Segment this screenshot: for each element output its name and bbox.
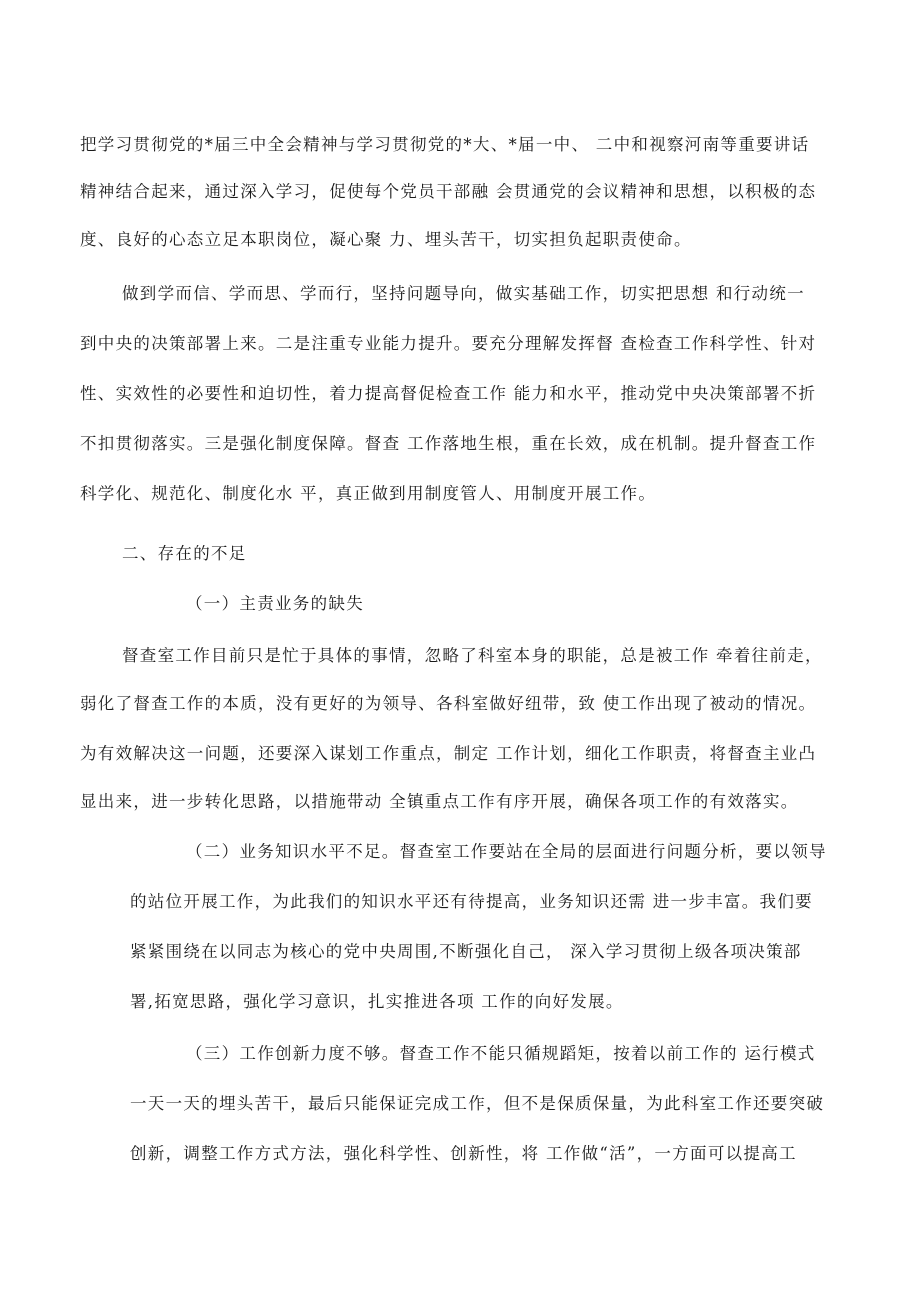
section-heading: 二、存在的不足 — [122, 544, 247, 563]
paragraph-4-line-2: 的站位开展工作，为此我们的知识水平还有待提高，业务知识还需 进一步丰富。我们要 — [130, 892, 813, 911]
paragraph-2-line-2: 到中央的决策部署上来。二是注重专业能力提升。要充分理解发挥督 查检查工作科学性、针对 — [80, 334, 817, 353]
paragraph-5-line-2: 一天一天的埋头苦干，最后只能保证完成工作，但不是保质保量，为此科室工作还要突破 — [130, 1094, 825, 1113]
paragraph-1-line-3: 度、良好的心态立足本职岗位，凝心聚 力、埋头苦干，切实担负起职责使命。 — [80, 230, 692, 249]
paragraph-5-line-3: 创新，调整工作方式方法，强化科学性、创新性，将 工作做“活”，一方面可以提高工 — [130, 1144, 797, 1163]
paragraph-3-line-3: 为有效解决这一问题，还要深入谋划工作重点，制定 工作计划，细化工作职责，将督查主业凸 — [80, 744, 817, 763]
paragraph-2-line-5: 科学化、规范化、制度化水 平，真正做到用制度管人、用制度开展工作。 — [80, 484, 657, 503]
paragraph-3-line-2: 弱化了督查工作的本质，没有更好的为领导、各科室做好纽带，致 使工作出现了被动的情况。 — [80, 694, 817, 713]
paragraph-3-line-4: 显出来，进一步转化思路，以措施带动 全镇重点工作有序开展，确保各项工作的有效落实。 — [80, 792, 799, 811]
subheading-1: （一）主责业务的缺失 — [186, 594, 364, 613]
paragraph-2-line-4: 不扣贯彻落实。三是强化制度保障。督查 工作落地生根，重在长效，成在机制。提升督查工作 — [80, 434, 817, 453]
paragraph-2-line-1: 做到学而信、学而思、学而行，坚持问题导向，做实基础工作，切实把思想 和行动统一 — [122, 284, 805, 303]
paragraph-4-line-3: 紧紧围绕在以同志为核心的党中央周围,不断强化自己， 深入学习贯彻上级各项决策部 — [130, 942, 802, 961]
paragraph-5-line-1: （三）工作创新力度不够。督查工作不能只循规蹈矩，按着以前工作的 运行模式 — [186, 1044, 816, 1063]
paragraph-3-line-1: 督查室工作目前只是忙于具体的事情，忽略了科室本身的职能，总是被工作 牵着往前走， — [122, 646, 823, 665]
paragraph-1-line-1: 把学习贯彻党的*届三中全会精神与学习贯彻党的*大、*届一中、 二中和视察河南等重要讲话 — [80, 135, 810, 154]
paragraph-2-line-3: 性、实效性的必要性和迫切性，着力提高督促检查工作 能力和水平，推动党中央决策部署不折 — [80, 384, 817, 403]
paragraph-4-line-1: （二）业务知识水平不足。督查室工作要站在全局的层面进行问题分析，要以领导 — [186, 842, 827, 861]
paragraph-4-line-4: 署,拓宽思路，强化学习意识，扎实推进各项 工作的向好发展。 — [130, 992, 624, 1011]
paragraph-1-line-2: 精神结合起来，通过深入学习，促使每个党员干部融 会贯通党的会议精神和思想，以积极的态 — [80, 182, 817, 201]
